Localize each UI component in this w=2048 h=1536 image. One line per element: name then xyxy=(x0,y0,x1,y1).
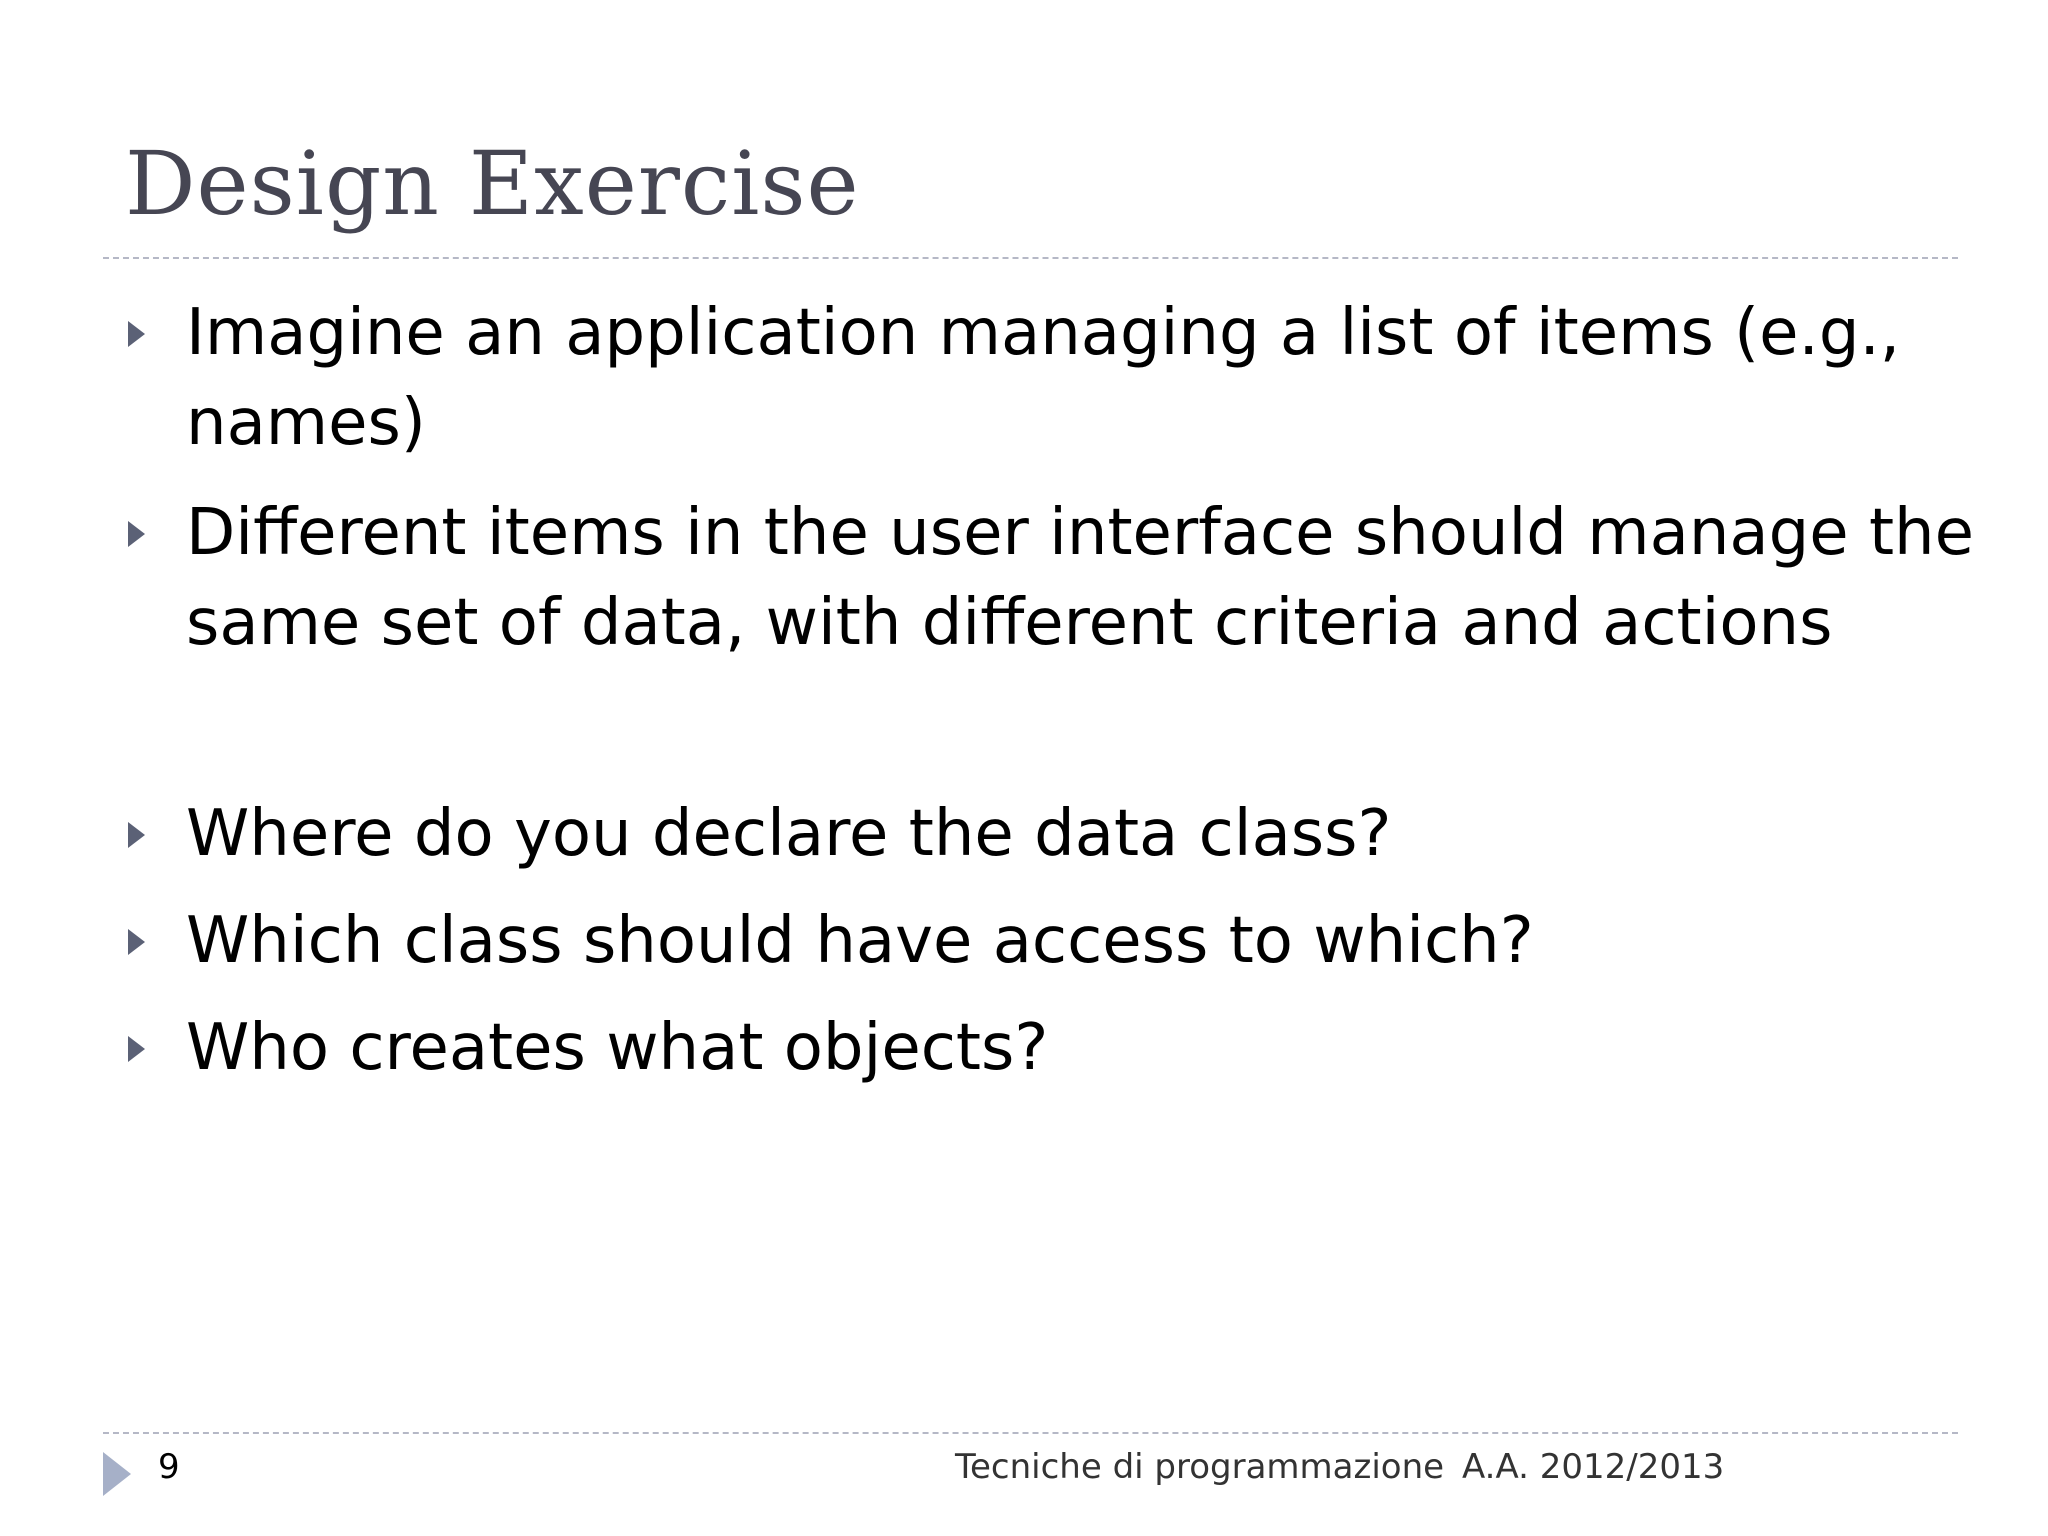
bullet-line: Different items in the user interface should manage the xyxy=(186,496,1974,570)
triangle-bullet-icon xyxy=(128,321,145,347)
bullet-line: Where do you declare the data class? xyxy=(186,797,1392,871)
bullet-line: Which class should have access to which? xyxy=(186,904,1534,978)
footer-divider xyxy=(103,1432,1958,1434)
bullet-line: Imagine an application managing a list of items (e.g., xyxy=(186,296,1901,370)
triangle-footer-icon xyxy=(103,1452,131,1496)
bullet-line: same set of data, with different criteria and actions xyxy=(186,586,1833,660)
triangle-bullet-icon xyxy=(128,521,145,547)
bullet-line: Who creates what objects? xyxy=(186,1011,1049,1085)
academic-year: A.A. 2012/2013 xyxy=(1462,1447,1725,1487)
triangle-bullet-icon xyxy=(128,822,145,848)
triangle-bullet-icon xyxy=(128,929,145,955)
bullet-line: names) xyxy=(186,386,426,460)
triangle-bullet-icon xyxy=(128,1036,145,1062)
course-name: Tecniche di programmazione xyxy=(955,1447,1445,1487)
slide-title: Design Exercise xyxy=(125,132,860,235)
page-number: 9 xyxy=(158,1447,180,1487)
